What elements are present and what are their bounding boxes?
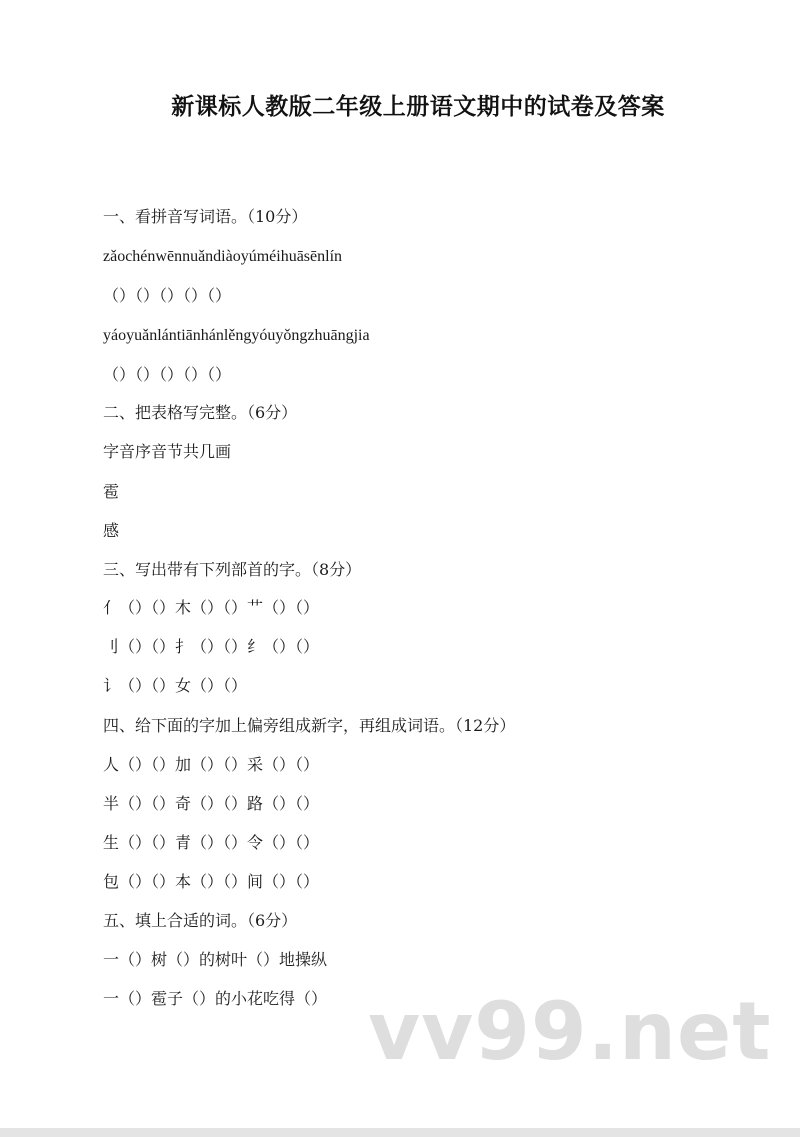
new-char-row-3: 生（）（）青（）（）令（）（） bbox=[103, 833, 320, 852]
table-header-row: 字音序音节共几画 bbox=[103, 442, 232, 461]
radical-row-2: 刂（）（）扌（）（）纟（）（） bbox=[103, 637, 320, 656]
new-char-row-1: 人（）（）加（）（）采（）（） bbox=[103, 755, 320, 774]
fill-word-row-2: 一（）雹子（）的小花吃得（） bbox=[103, 989, 328, 1008]
table-row-bao: 雹 bbox=[103, 482, 120, 501]
pinyin-line-2: yáoyuǎnlántiānhánlěngyóuyǒngzhuāngjia bbox=[103, 327, 370, 344]
section-3-heading: 三、写出带有下列部首的字。（8分） bbox=[103, 560, 362, 579]
section-4-heading: 四、给下面的字加上偏旁组成新字，再组成词语。（12分） bbox=[103, 716, 516, 735]
table-row-gan: 感 bbox=[103, 521, 120, 540]
radical-row-3: 讠（）（）女（）（） bbox=[103, 676, 248, 695]
document-title: 新课标人教版二年级上册语文期中的试卷及答案 bbox=[171, 94, 665, 120]
section-5-heading: 五、填上合适的词。（6分） bbox=[103, 911, 298, 930]
section-1-heading: 一、看拼音写词语。（10分） bbox=[103, 207, 308, 226]
page-bottom-edge bbox=[0, 1128, 800, 1137]
watermark: vv99.net bbox=[368, 985, 772, 1078]
answer-blanks-1: （）（）（）（）（） bbox=[103, 286, 232, 305]
pinyin-line-1: zǎochénwēnnuǎndiàoyúméihuāsēnlín bbox=[103, 248, 343, 265]
fill-word-row-1: 一（）树（）的树叶（）地操纵 bbox=[103, 950, 328, 969]
new-char-row-4: 包（）（）本（）（）间（）（） bbox=[103, 872, 320, 891]
answer-blanks-2: （）（）（）（）（） bbox=[103, 365, 232, 384]
radical-row-1: 亻（）（）木（）（）艹（）（） bbox=[103, 598, 320, 617]
section-2-heading: 二、把表格写完整。（6分） bbox=[103, 403, 298, 422]
new-char-row-2: 半（）（）奇（）（）路（）（） bbox=[103, 794, 320, 813]
